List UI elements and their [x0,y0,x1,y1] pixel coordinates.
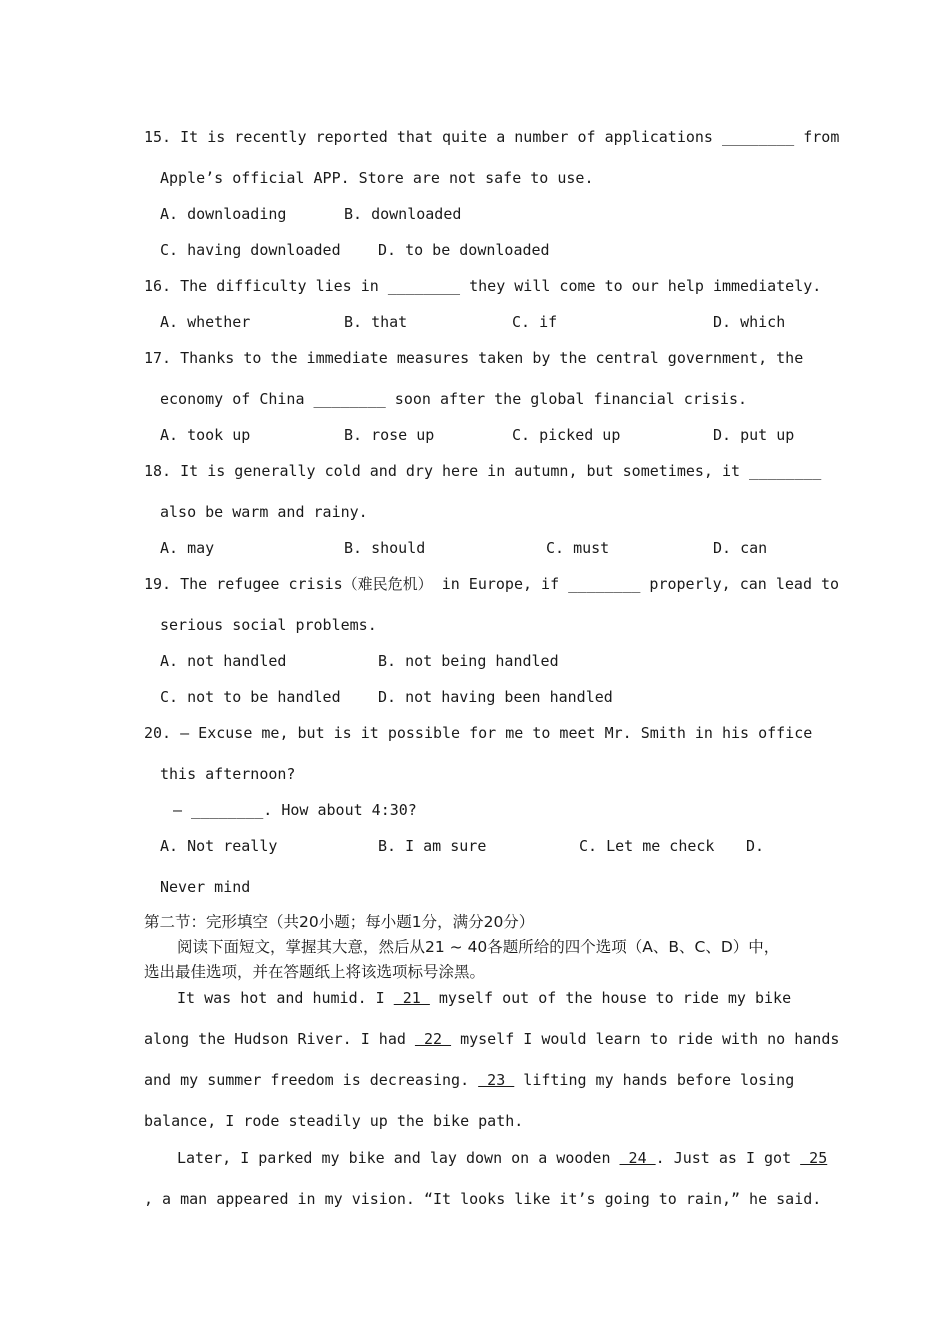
q19-stem-line2: serious social problems. [160,616,377,634]
blank-22: 22 [414,1030,452,1048]
q18-stem-line2: also be warm and rainy. [160,503,368,521]
passage-p2-line1: Later, I parked my bike and lay down on a wooden 24 . Just as I got 25 [177,1149,828,1167]
q15-stem-line2: Apple’s official APP. Store are not safe to use. [160,169,594,187]
q20-option-c: C. Let me check [579,837,715,855]
passage-p1-line3: and my summer freedom is decreasing. 23 lifting my hands before losing [144,1071,795,1089]
q19-option-c: C. not to be handled [160,688,341,706]
blank-21: 21 [393,989,430,1007]
blank-23: 23 [478,1071,515,1089]
q19-option-a: A. not handled [160,652,287,670]
passage-p1-line1: It was hot and humid. I 21 myself out of the house to ride my bike [177,989,792,1007]
q18-option-d: D. can [713,539,768,557]
q16-option-a: A. whether [160,313,251,331]
q18-option-a: A. may [160,539,215,557]
q18-option-b: B. should [344,539,426,557]
q20-stem-line1: 20. – Excuse me, but is it possible for me to meet Mr. Smith in his office [144,724,813,742]
passage-p2-line2: , a man appeared in my vision. “It looks like it’s going to rain,” he said. [144,1190,822,1208]
q19-option-b: B. not being handled [378,652,559,670]
q18-option-c: C. must [546,539,610,557]
section2-heading: 第二节：完形填空（共20小题；每小题1分，满分20分） [144,913,535,931]
q16-option-c: C. if [512,313,558,331]
q16-option-d: D. which [713,313,786,331]
q17-option-c: C. picked up [512,426,621,444]
q17-option-a: A. took up [160,426,251,444]
q20-stem-line2: this afternoon? [160,765,296,783]
q16-stem-line1: 16. The difficulty lies in ________ they will come to our help immediately. [144,277,822,295]
passage-p1-line2: along the Hudson River. I had 22 myself I would learn to ride with no hands [144,1030,840,1048]
q20-reply-line: – ________. How about 4:30? [173,801,417,819]
q19-stem-line1: 19. The refugee crisis（难民危机） in Europe, if ________ properly, can lead to [144,575,840,593]
q20-option-b: B. I am sure [378,837,487,855]
q15-option-b: B. downloaded [344,205,462,223]
q15-option-d: D. to be downloaded [378,241,550,259]
blank-24: 24 [619,1149,656,1167]
blank-25: 25 [800,1149,828,1167]
q15-stem-line1: 15. It is recently reported that quite a number of applications ________ from [144,128,840,146]
q16-option-b: B. that [344,313,408,331]
q19-option-d: D. not having been handled [378,688,613,706]
section2-instruction-line1: 阅读下面短文，掌握其大意，然后从21 ~ 40各题所给的四个选项（A、B、C、D）中， [177,938,780,956]
q17-option-d: D. put up [713,426,795,444]
q15-option-a: A. downloading [160,205,287,223]
section2-instruction-line2: 选出最佳选项，并在答题纸上将该选项标号涂黑。 [144,963,486,981]
q15-option-c: C. having downloaded [160,241,341,259]
q17-option-b: B. rose up [344,426,435,444]
passage-p1-line4: balance, I rode steadily up the bike path. [144,1112,524,1130]
q20-option-d-letter: D. [746,837,765,855]
q20-option-a: A. Not really [160,837,278,855]
q17-stem-line2: economy of China ________ soon after the global financial crisis. [160,390,747,408]
q18-stem-line1: 18. It is generally cold and dry here in autumn, but sometimes, it ________ [144,462,822,480]
q17-stem-line1: 17. Thanks to the immediate measures taken by the central government, the [144,349,804,367]
q20-option-d-text: Never mind [160,878,251,896]
